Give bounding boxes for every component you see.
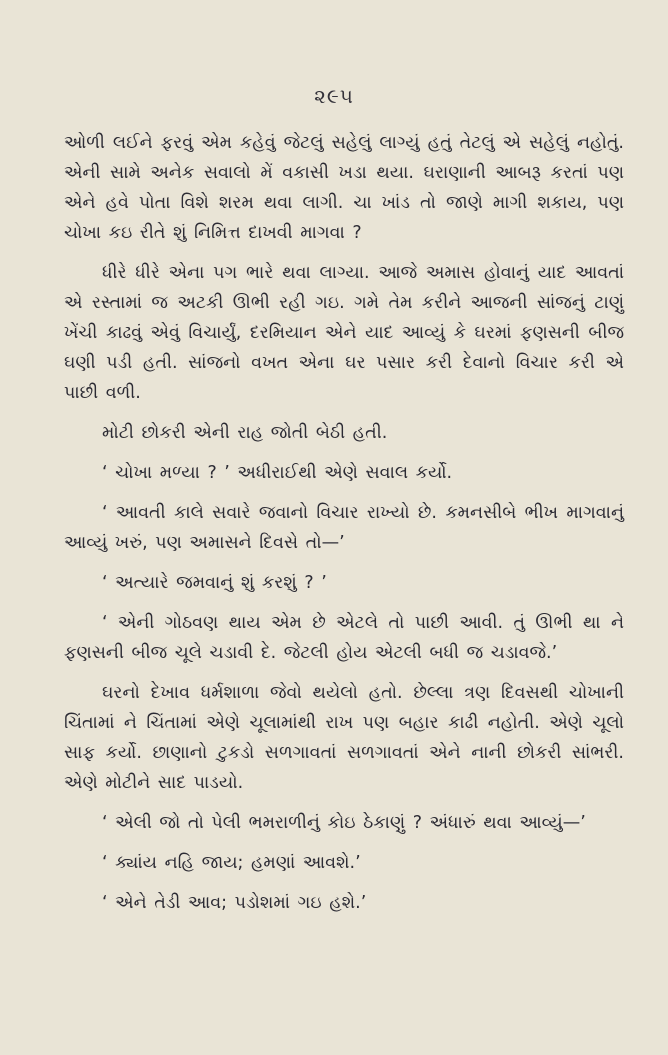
paragraph: ઘરનો દેખાવ ધર્મશાળા જેવો થયેલો હતો. છેલ્લા ત્રણ દિવસથી ચોખાની ચિંતામાં ને ચિંતામાં એણે ચૂલામાંથી રાખ પણ બહાર કાઢી નહોતી. એણે ચૂલો સાફ કર્યો. છાણાનો ટુકડો સળગાવતાં સળગાવતાં એને નાની છોકરી સાંભરી. એણે મોટીને સાદ પાડયો. [64,683,624,793]
paragraph: ધીરે ધીરે એના પગ ભારે થવા લાગ્યા. આજે અમાસ હોવાનું યાદ આવતાં એ રસ્તામાં જ અટકી ઊભી રહી ગઇ. ગમે તેમ કરીને આજની સાંજનું ટાણું ખેંચી કાઢવું એવું વિચાર્યું, દરમિયાન એને યાદ આવ્યું કે ઘરમાં ફણસની બીજ ઘણી પડી હતી. સાંજનો વખત એના ઘર પસાર કરી દેવાનો વિચાર કરી એ પાછી વળી. [64,263,624,403]
body-text [64,128,624,918]
paragraph: ઓળી લઈને ફરવું એમ કહેવું જેટલું સહેલું લાગ્યું હતું તેટલું એ સહેલું નહોતું. એની સામે અનેક સવાલો મેં વકાસી ખડા થયા. ઘરાણાની આબરૂ કરતાં પણ એને હવે પોતા વિશે શરમ થવા લાગી. ચા ખાંડ તો જાણે માગી શકાય, પણ ચોખા કઇ રીતે શું નિમિત્ત દાખવી માગવા ? [64,133,624,243]
paragraph: મોટી છોકરી એની રાહ જોતી બેઠી હતી. [102,423,388,443]
paragraph: ‘ અત્યારે જમવાનું શું કરશું ? ’ [102,573,327,593]
paragraph: ‘ એની ગોઠવણ થાય એમ છે એટલે તો પાછી આવી. તું ઊભી થા ને ફણસની બીજ ચૂલે ચડાવી દે. જેટલી હોય એટલી બધી જ ચડાવજે.’ [64,613,624,663]
paragraph: ‘ ચોખા મળ્યા ? ’ અધીરાઈથી એણે સવાલ કર્યો. [102,463,453,483]
paragraph: ‘ આવતી કાલે સવારે જવાનો વિચાર રાખ્યો છે. કમનસીબે ભીખ માગવાનું આવ્યું ખરું, પણ અમાસને દિવસે તો—’ [64,503,624,553]
paragraph: ‘ એલી જો તો પેલી ભમરાળીનું કોઇ ઠેકાણું ? અંધારું થવા આવ્યું—’ [102,813,586,833]
page-number: ૨૯૫ [314,84,354,108]
paragraph: ‘ એને તેડી આવ; પડોશમાં ગઇ હશે.’ [102,893,367,913]
paragraph: ‘ ક્યાંય નહિ જાય; હમણાં આવશે.’ [102,853,361,873]
